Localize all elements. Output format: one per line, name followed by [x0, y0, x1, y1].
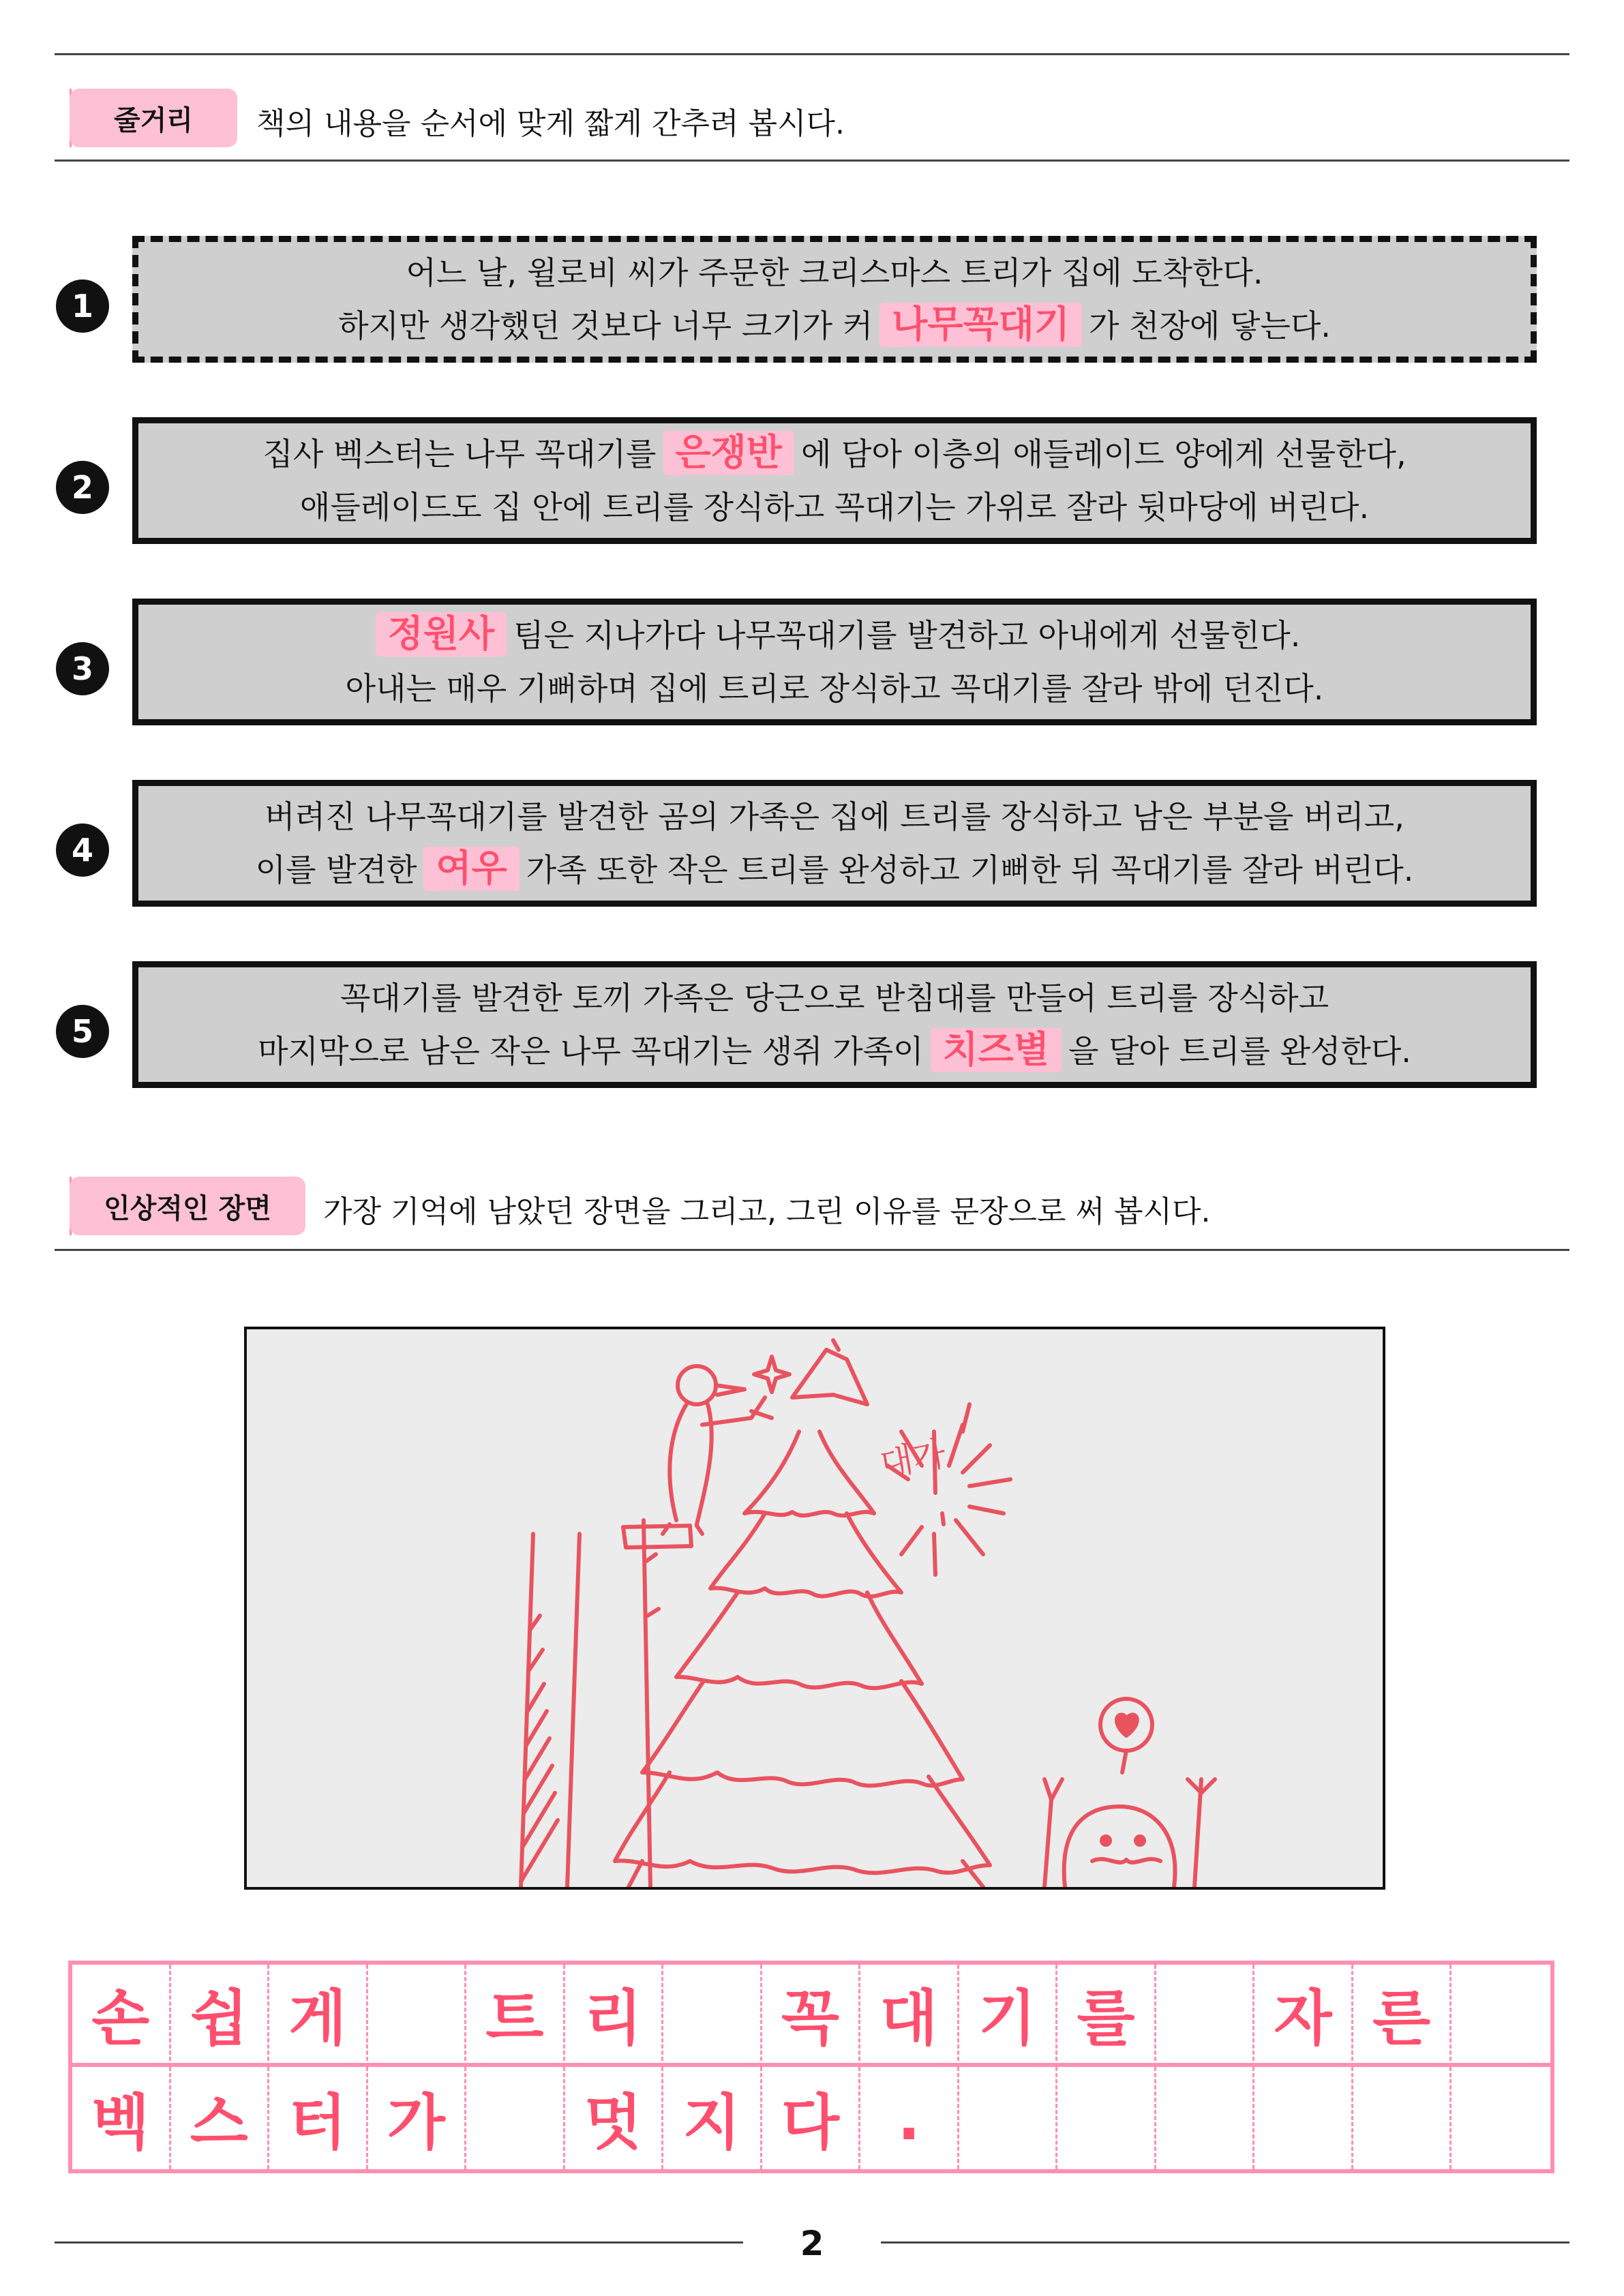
step-text-line: 어느 날, 윌로비 씨가 주문한 크리스마스 트리가 집에 도착한다. [406, 254, 1263, 291]
grid-cell: 가 [368, 2067, 467, 2169]
section-description-scene: 가장 기억에 남았던 장면을 그리고, 그린 이유를 문장으로 써 봅시다. [323, 1194, 1211, 1229]
grid-cell [368, 1965, 467, 2067]
grid-cell: 쉽 [171, 1965, 270, 2067]
answer-highlight: 치즈별 [931, 1028, 1062, 1072]
grid-cell [466, 2067, 565, 2169]
grid-cell: 대 [860, 1965, 959, 2067]
text-segment: 가족 또한 작은 트리를 완성하고 기뻐한 뒤 꼭대기를 잘라 버린다. [526, 851, 1414, 888]
grid-cell [959, 2067, 1058, 2169]
person-figure [663, 1366, 772, 1534]
grid-cell: 자 [1254, 1965, 1353, 2067]
text-segment: 팀은 지나가다 나무꼭대기를 발견하고 아내에게 선물힌다. [513, 616, 1301, 654]
step-text-line [338, 299, 1331, 352]
section-label-summary: 줄거리 [70, 89, 237, 147]
grid-cell [1156, 1965, 1255, 2067]
step-box-4 [132, 780, 1537, 907]
christmas-tree-drawing [247, 1329, 1383, 1887]
grid-cell: 지 [663, 2067, 762, 2169]
text-segment: 마지막으로 남은 작은 나무 꼭대기는 생쥐 가족이 [258, 1033, 924, 1070]
treetop [792, 1350, 867, 1404]
grid-cell [1452, 1965, 1550, 2067]
section-rule [55, 160, 1569, 162]
answer-highlight: 여우 [423, 847, 519, 891]
answer-highlight: 정원사 [376, 612, 507, 656]
footer-rule-left [55, 2241, 743, 2244]
step-text-line: 꼭대기를 발견한 토끼 가족은 당근으로 받침대를 만들어 트리를 장식하고 [340, 979, 1329, 1016]
step-box-5 [132, 961, 1537, 1088]
heart-icon [1117, 1715, 1137, 1736]
step-box-1 [132, 236, 1537, 363]
step-text-line [369, 609, 1301, 662]
grid-cell [1353, 2067, 1452, 2169]
text-segment: 집사 벡스터는 나무 꼭대기를 [262, 435, 657, 472]
step-box-2 [132, 417, 1537, 544]
step-box-3 [132, 599, 1537, 725]
grid-cell: 멋 [565, 2067, 664, 2169]
grid-cell: 리 [565, 1965, 664, 2067]
step-text-line: 버려진 나무꼭대기를 발견한 곰의 가족은 집에 트리를 장식하고 남은 부분을 버리고, [265, 798, 1404, 835]
step-number: 4 [56, 824, 109, 877]
grid-cell: 기 [959, 1965, 1058, 2067]
step-number: 3 [56, 642, 109, 695]
step-number: 2 [56, 461, 109, 514]
grid-cell [1156, 2067, 1255, 2169]
text-segment: 에 담아 이층의 애들레이드 양에게 선물한다, [801, 435, 1407, 472]
step-number: 1 [56, 280, 109, 333]
text-segment: 이를 발견한 [255, 851, 417, 888]
answer-highlight: 나무꼭대기 [879, 303, 1082, 347]
section-rule [55, 1249, 1569, 1251]
answer-highlight: 은쟁반 [663, 431, 795, 475]
grid-cell: 른 [1353, 1965, 1452, 2067]
grid-cell: 스 [171, 2067, 270, 2169]
sparkle-icon [754, 1357, 790, 1392]
section-label-scene: 인상적인 장면 [70, 1177, 305, 1235]
bear-character [1044, 1699, 1215, 1887]
step-text-line: 아내는 매우 기뻐하며 집에 트리로 장식하고 꼭대기를 잘라 밖에 던진다. [345, 670, 1324, 707]
text-segment: 하지만 생각했던 것보다 너무 크기가 커 [338, 307, 873, 344]
drawing-area [244, 1327, 1385, 1890]
step-text-line [262, 427, 1406, 481]
grid-cell: 다 [762, 2067, 861, 2169]
writing-grid [68, 1961, 1554, 2173]
text-segment: 을 달아 트리를 완성한다. [1068, 1033, 1411, 1070]
grid-cell: 를 [1057, 1965, 1156, 2067]
grid-cell [663, 1965, 762, 2067]
step-text-line [258, 1025, 1411, 1078]
grid-cell: 손 [72, 1965, 171, 2067]
ladder-platform [623, 1526, 691, 1547]
grid-cell [1452, 2067, 1550, 2169]
top-rule [55, 53, 1569, 55]
grid-cell: 터 [269, 2067, 368, 2169]
grid-cell: 트 [466, 1965, 565, 2067]
grid-cell: 게 [269, 1965, 368, 2067]
step-text-line: 애들레이드도 집 안에 트리를 장식하고 꼭대기는 가위로 잘라 뒷마당에 버린다. [299, 489, 1370, 526]
grid-cell [1057, 2067, 1156, 2169]
burst-lines [888, 1404, 1010, 1575]
section-description-summary: 책의 내용을 순서에 맞게 짧게 간추려 봅시다. [256, 106, 845, 141]
step-number: 5 [56, 1005, 109, 1058]
footer-rule-right [881, 2241, 1569, 2244]
ladder [521, 1520, 659, 1887]
text-segment: 가 천장에 닿는다. [1089, 307, 1331, 344]
grid-cell: . [860, 2067, 959, 2169]
drawing-caption: 대가 [877, 1433, 949, 1484]
grid-cell [1254, 2067, 1353, 2169]
grid-cell: 벡 [72, 2067, 171, 2169]
step-text-line [256, 843, 1414, 896]
page-number: 2 [800, 2224, 824, 2263]
grid-cell: 꼭 [762, 1965, 861, 2067]
